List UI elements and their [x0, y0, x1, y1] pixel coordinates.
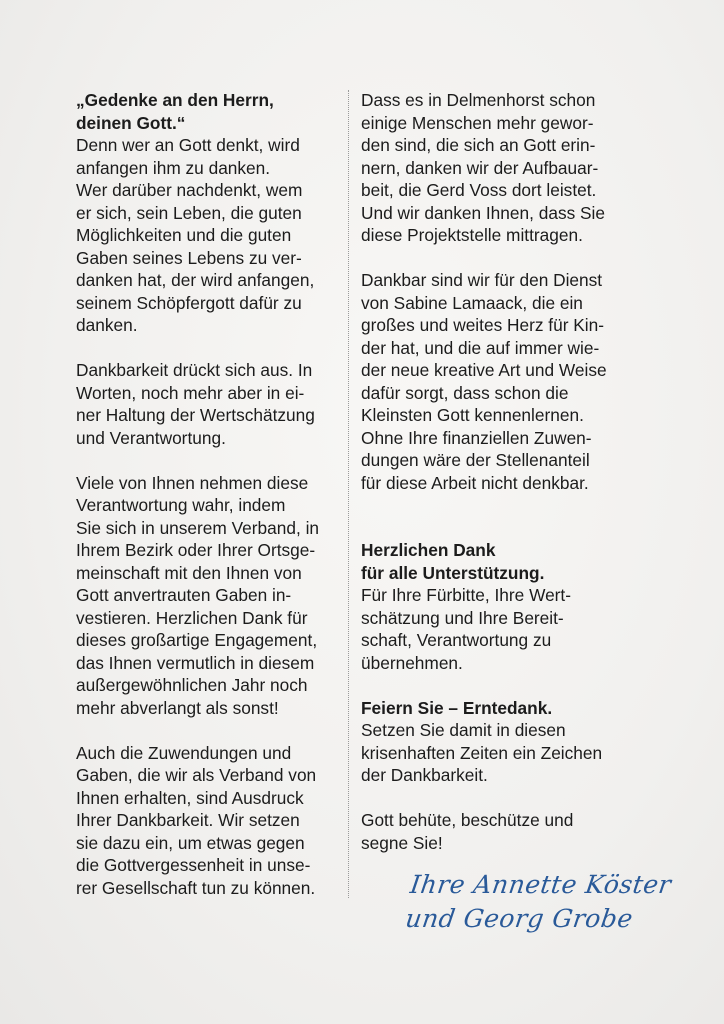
thanks-heading-line: Herzlichen Dank	[361, 540, 496, 560]
text-line: Kleinsten Gott kennenlernen.	[361, 405, 584, 425]
column-divider	[348, 90, 349, 898]
text-line: außergewöhnlichen Jahr noch	[76, 675, 308, 695]
text-line: diese Projektstelle mittragen.	[361, 225, 583, 245]
text-line: sie dazu ein, um etwas gegen	[76, 832, 305, 853]
text-line: schätzung und Ihre Bereit-	[361, 607, 564, 628]
text-line: danken hat, der wird anfangen,	[76, 270, 315, 290]
text-line: der hat, und die auf immer wie-	[361, 337, 600, 358]
text-line: von Sabine Lamaack, die ein	[361, 292, 583, 313]
thanks-heading-line: für alle Unterstützung.	[361, 562, 545, 583]
intro-heading-line: deinen Gott.“	[76, 112, 186, 133]
text-line: er sich, sein Leben, die guten	[76, 202, 302, 223]
text-line: segne Sie!	[361, 832, 443, 853]
text-line: Setzen Sie damit in diesen	[361, 720, 566, 740]
text-line: mehr abverlangt als sonst!	[76, 697, 279, 718]
text-line: Gaben, die wir als Verband von	[76, 765, 317, 785]
text-line: Denn wer an Gott denkt, wird	[76, 135, 300, 155]
text-line: Worten, noch mehr aber in ei-	[76, 382, 305, 403]
blessing-paragraph	[361, 809, 631, 854]
text-line: Dankbar sind wir für den Dienst	[361, 270, 603, 290]
text-line: Dass es in Delmenhorst schon	[361, 90, 596, 110]
signature	[403, 868, 673, 936]
text-line: Gaben seines Lebens zu ver-	[76, 247, 302, 268]
text-line: anfangen ihm zu danken.	[76, 157, 271, 178]
text-line: den sind, die sich an Gott erin-	[361, 135, 596, 155]
text-line: Wer darüber nachdenkt, wem	[76, 180, 303, 200]
text-line: die Gottvergessenheit in unse-	[76, 855, 311, 875]
text-line: schaft, Verantwortung zu	[361, 630, 552, 650]
text-line: der neue kreative Art und Weise	[361, 360, 607, 380]
gratitude-paragraph	[76, 359, 338, 449]
thanks-paragraph	[361, 539, 631, 674]
engagement-paragraph	[76, 472, 338, 720]
donations-paragraph	[76, 742, 338, 900]
text-line: Ohne Ihre finanziellen Zuwen-	[361, 427, 592, 448]
text-line: Gott anvertrauten Gaben in-	[76, 585, 292, 605]
text-line: Gott behüte, beschütze und	[361, 810, 574, 830]
signature-line: Ihre Annette Köster	[408, 870, 674, 899]
text-line: Für Ihre Fürbitte, Ihre Wert-	[361, 585, 571, 605]
text-line: vestieren. Herzlichen Dank für	[76, 607, 308, 628]
signature-line: und Georg Grobe	[403, 904, 635, 933]
text-line: und Verantwortung.	[76, 427, 226, 448]
text-line: ner Haltung der Wertschätzung	[76, 405, 315, 425]
text-line: Sie sich in unserem Verband, in	[76, 517, 320, 538]
text-line: großes und weites Herz für Kin-	[361, 315, 604, 335]
celebrate-paragraph	[361, 697, 631, 787]
text-line: krisenhaften Zeiten ein Zeichen	[361, 742, 603, 763]
text-line: dafür sorgt, dass schon die	[361, 382, 569, 403]
text-line: übernehmen.	[361, 652, 463, 673]
text-line: Ihrem Bezirk oder Ihrer Ortsge-	[76, 540, 316, 560]
text-line: Verantwortung wahr, indem	[76, 495, 286, 515]
text-line: nern, danken wir der Aufbauar-	[361, 157, 599, 178]
text-line: Und wir danken Ihnen, dass Sie	[361, 202, 606, 223]
text-line: dieses großartige Engagement,	[76, 630, 318, 650]
text-line: für diese Arbeit nicht denkbar.	[361, 472, 589, 493]
text-line: meinschaft mit den Ihnen von	[76, 562, 302, 583]
children-ministry-paragraph	[361, 269, 631, 494]
text-line: seinem Schöpfergott dafür zu	[76, 292, 302, 313]
delmenhorst-paragraph	[361, 89, 631, 247]
right-column	[361, 89, 631, 877]
intro-paragraph	[76, 89, 338, 337]
intro-heading-line: „Gedenke an den Herrn,	[76, 90, 274, 110]
celebrate-heading: Feiern Sie – Erntedank.	[361, 697, 553, 718]
text-line: Dankbarkeit drückt sich aus. In	[76, 360, 313, 380]
text-line: Ihrer Dankbarkeit. Wir setzen	[76, 810, 300, 830]
left-column	[76, 89, 338, 922]
text-line: das Ihnen vermutlich in diesem	[76, 652, 315, 673]
text-line: dungen wäre der Stellenanteil	[361, 450, 590, 470]
text-line: einige Menschen mehr gewor-	[361, 112, 594, 133]
text-line: beit, die Gerd Voss dort leistet.	[361, 180, 597, 200]
spacer	[361, 517, 631, 540]
text-line: Möglichkeiten und die guten	[76, 225, 292, 245]
text-line: Viele von Ihnen nehmen diese	[76, 472, 309, 493]
text-line: rer Gesellschaft tun zu können.	[76, 877, 316, 898]
text-line: Auch die Zuwendungen und	[76, 742, 292, 763]
text-line: danken.	[76, 315, 138, 335]
text-line: der Dankbarkeit.	[361, 765, 488, 785]
text-line: Ihnen erhalten, sind Ausdruck	[76, 787, 304, 808]
